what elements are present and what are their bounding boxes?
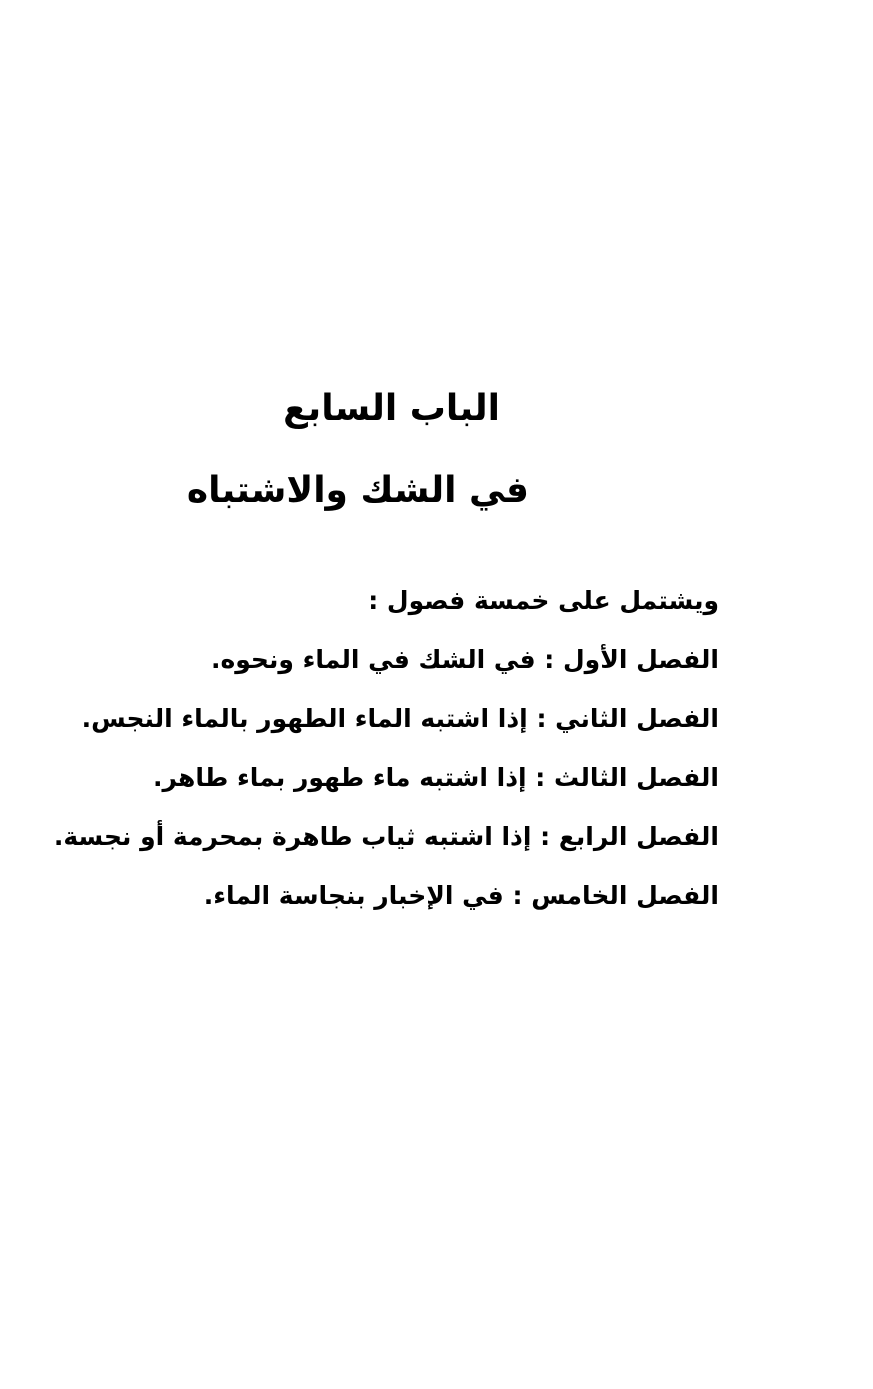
- chapter-subtitle: في الشك والاشتباه: [186, 470, 529, 511]
- section-line-5: الفصل الخامس : في الإخبار بنجاسة الماء.: [203, 881, 719, 910]
- chapter-contents: [53, 571, 719, 925]
- section-line-1: الفصل الأول : في الشك في الماء ونحوه.: [211, 645, 719, 674]
- section-line-2: الفصل الثاني : إذا اشتبه الماء الطهور بالماء النجس.: [81, 704, 719, 733]
- chapter-title: الباب السابع: [283, 388, 500, 429]
- section-line-3: الفصل الثالث : إذا اشتبه ماء طهور بماء طاهر.: [152, 763, 719, 792]
- section-line-4: الفصل الرابع : إذا اشتبه ثياب طاهرة بمحرمة أو نجسة.: [53, 822, 719, 851]
- contents-intro: ويشتمل على خمسة فصول :: [368, 586, 719, 615]
